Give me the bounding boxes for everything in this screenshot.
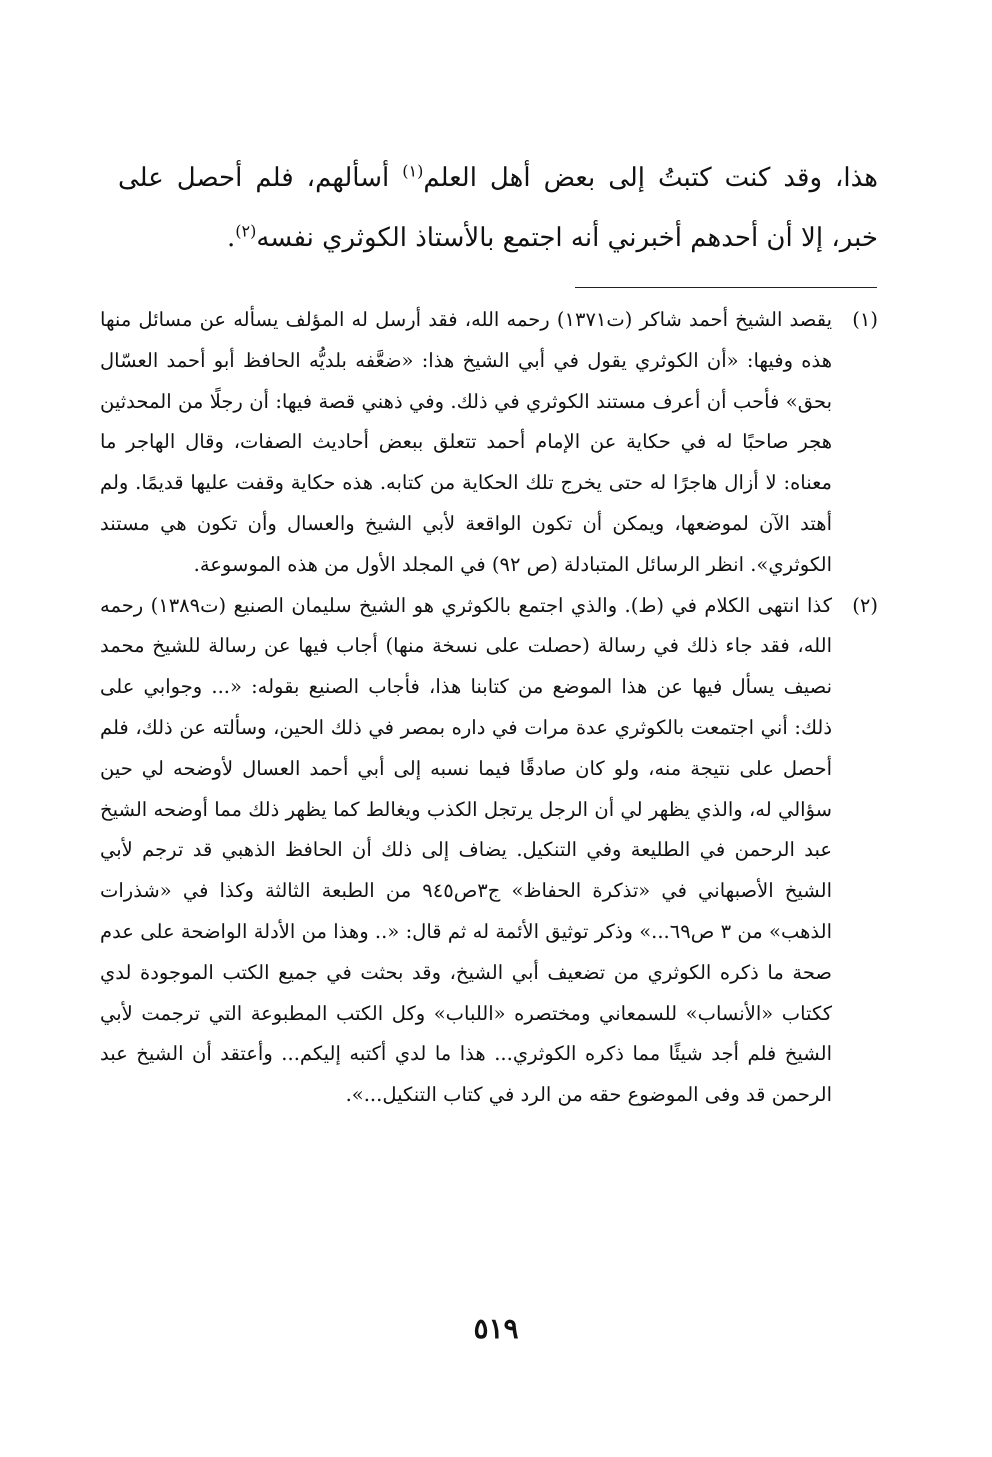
footnote-separator [575,287,877,288]
footnote-2 [100,586,878,1116]
main-text-part-2: أسألهم، فلم أحصل على خبر، إلا أن أحدهم أخبرني أنه اجتمع بالأستاذ الكوثري نفسه [118,163,878,253]
footnote-1 [100,300,878,586]
footnote-text: يقصد الشيخ أحمد شاكر (ت١٣٧١) رحمه الله، فقد أرسل له المؤلف يسأله عن مسائل منها هذه وفيها: «أن الكوثري يقول في أبي الشيخ هذا: «ضعَّفه بلديُّه الحافظ أبو أحمد العسّال بحق» فأحب أن أعرف مستند الكوثري في ذلك. وفي ذهني قصة فيها: أن رجلًا من المحدثين هجر صاحبًا له في حكاية عن الإمام أحمد تتعلق ببعض أحاديث الصفات، وقال الهاجر ما معناه: لا أزال هاجرًا له حتى يخرج تلك الحكاية من كتابه. هذه حكاية وقفت عليها قديمًا. ولم أهتد الآن لموضعها، ويمكن أن تكون الواقعة لأبي الشيخ والعسال وأن تكون هي مستند الكوثري». انظر الرسائل المتبادلة (ص ٩٢) في المجلد الأول من هذه الموسوعة. [100,308,832,576]
footnotes-section [100,300,878,1116]
main-text-end: . [226,223,236,253]
main-paragraph [118,148,878,268]
footnote-ref-2: (٢) [235,221,257,241]
footnote-ref-1: (١) [402,161,424,181]
main-text-part-1: هذا، وقد كنت كتبتُ إلى بعض أهل العلم [423,163,879,193]
page-number: ٥١٩ [473,1312,519,1345]
footnote-number: (١) [852,308,878,331]
footnote-number: (٢) [852,593,878,617]
main-paragraph-text [118,148,878,268]
footnote-text: كذا انتهى الكلام في (ط). والذي اجتمع بالكوثري هو الشيخ سليمان الصنيع (ت١٣٨٩) رحمه الله، فقد جاء ذلك في رسالة (حصلت على نسخة منها) أجاب فيها عن رسالة للشيخ محمد نصيف يسأل فيها عن هذا الموضع من كتابنا هذا، فأجاب الصنيع بقوله: «... وجوابي على ذلك: أني اجتمعت بالكوثري عدة مرات في داره بمصر في ذلك الحين، وسألته عن ذلك، فلم أحصل على نتيجة منه، ولو كان صادقًا فيما نسبه إلى أبي أحمد العسال لأوضحه لي حين سؤالي له، والذي يظهر لي أن الرجل يرتجل الكذب ويغالط كما يظهر ذلك مما أوضحه الشيخ عبد الرحمن في الطليعة وفي التنكيل. يضاف إلى ذلك أن الحافظ الذهبي قد ترجم لأبي الشيخ الأصبهاني في «تذكرة الحفاظ» ج٣ص٩٤٥ من الطبعة الثالثة وكذا في «شذرات الذهب» من ٣ ص٦٩...» وذكر توثيق الأئمة له ثم قال: «.. وهذا من الأدلة الواضحة على عدم صحة ما ذكره الكوثري من تضعيف أبي الشيخ، وقد بحثت في جميع الكتب الموجودة لدي ككتاب «الأنساب» للسمعاني ومختصره «اللباب» وكل الكتب المطبوعة التي ترجمت لأبي الشيخ فلم أجد شيئًا مما ذكره الكوثري... هذا ما لدي أكتبه إليكم... وأعتقد أن الشيخ عبد الرحمن قد وفى الموضوع حقه من الرد في كتاب التنكيل...». [100,593,833,1107]
